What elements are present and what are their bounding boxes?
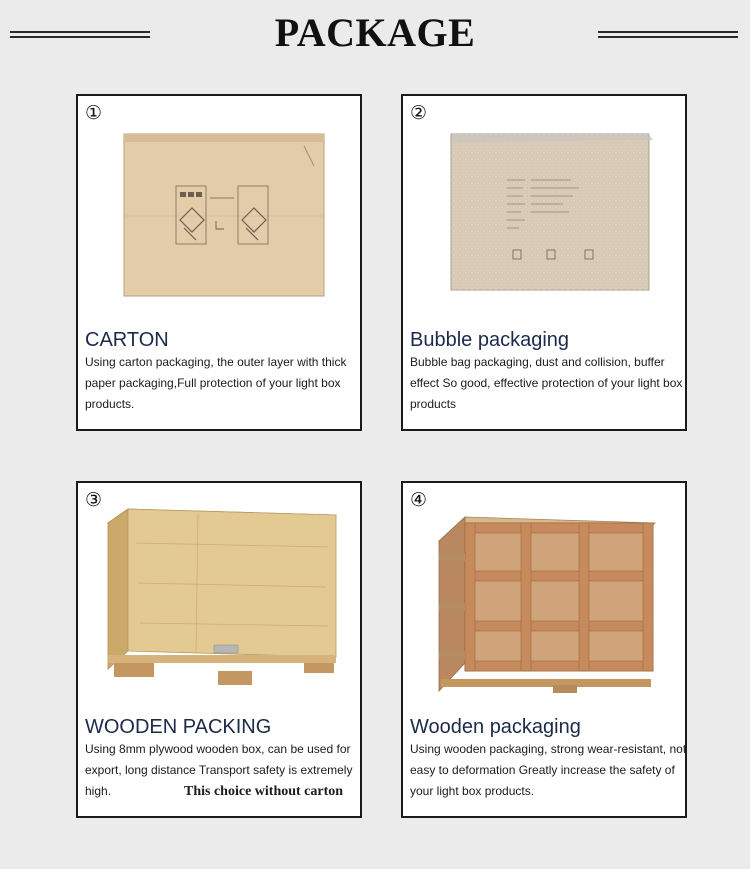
card-description bbox=[85, 352, 361, 415]
card-title: Wooden packaging bbox=[410, 716, 581, 738]
description-line: easy to deformation Greatly increase the safety of bbox=[410, 763, 675, 777]
card-title: WOODEN PACKING bbox=[85, 716, 272, 738]
carton-box-image bbox=[78, 96, 360, 326]
no-carton-note: This choice without carton bbox=[184, 784, 344, 799]
description-line-text: high. bbox=[85, 784, 112, 798]
description-line: paper packaging,Full protection of your light box bbox=[85, 376, 341, 390]
description-line: export, long distance Transport safety is extremely bbox=[85, 763, 353, 777]
description-line: Using 8mm plywood wooden box, can be used for bbox=[85, 742, 351, 756]
card-number: ① bbox=[85, 102, 103, 124]
description-line: products bbox=[410, 397, 457, 411]
card-description bbox=[410, 739, 686, 802]
package-card-wooden-packaging bbox=[401, 481, 687, 818]
bubble-wrap-image bbox=[403, 96, 685, 326]
plywood-crate-image bbox=[78, 483, 360, 713]
description-line: Using wooden packaging, strong wear-resistant, not bbox=[410, 742, 687, 756]
description-line: Bubble bag packaging, dust and collision, buffer bbox=[410, 355, 665, 369]
description-line: effect So good, effective protection of your light box bbox=[410, 376, 683, 390]
wooden-frame-crate-image bbox=[403, 483, 685, 713]
description-line bbox=[85, 781, 361, 802]
description-line: your light box products. bbox=[410, 784, 535, 798]
card-number: ④ bbox=[410, 489, 428, 511]
description-line: Using carton packaging, the outer layer with thick bbox=[85, 355, 347, 369]
page-title: PACKAGE bbox=[274, 10, 476, 55]
description-line: products. bbox=[85, 397, 135, 411]
package-card-bubble bbox=[401, 94, 687, 431]
card-number: ③ bbox=[85, 489, 103, 511]
card-description bbox=[410, 352, 686, 415]
package-card-wooden-packing bbox=[76, 481, 362, 818]
header-rule-right bbox=[598, 31, 738, 38]
card-title: CARTON bbox=[85, 329, 169, 351]
card-number: ② bbox=[410, 102, 428, 124]
card-description bbox=[85, 739, 361, 802]
card-title: Bubble packaging bbox=[410, 329, 570, 351]
package-card-carton bbox=[76, 94, 362, 431]
